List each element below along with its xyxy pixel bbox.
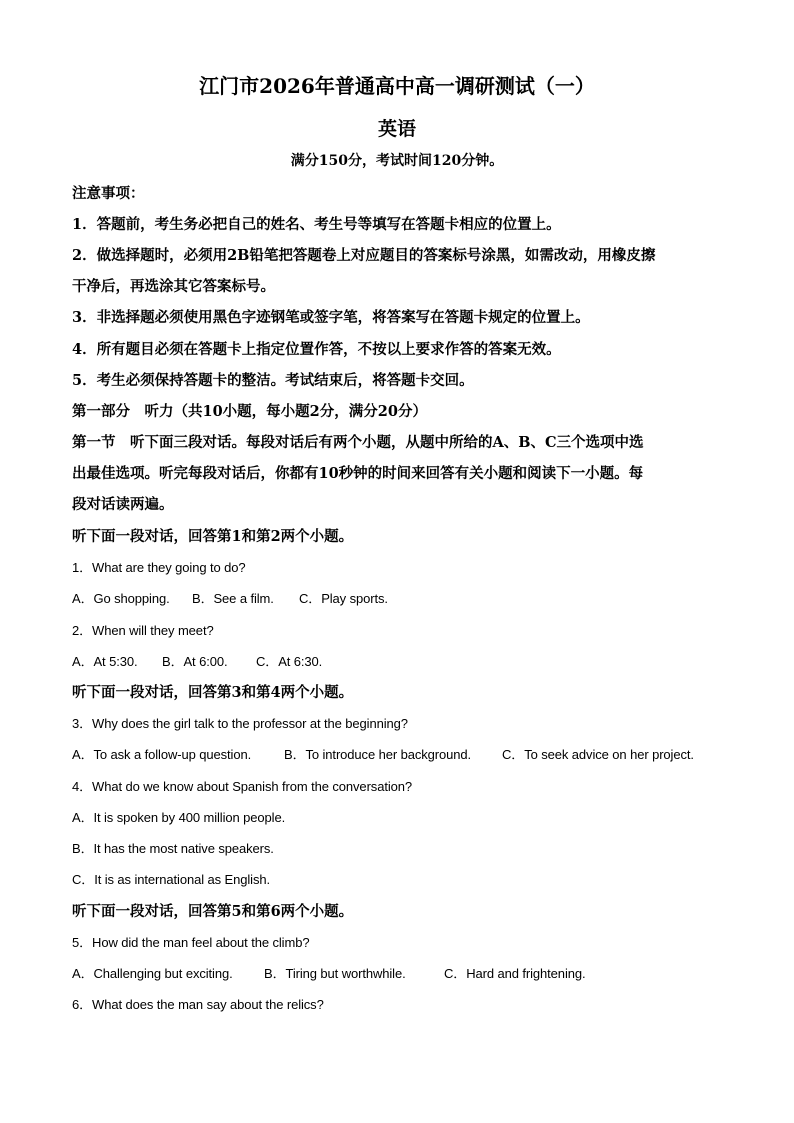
notice-item: 5．考生必须保持答题卡的整洁。考试结束后，将答题卡交回。 (72, 372, 474, 389)
option-b: B．Tiring but worthwhile. (264, 966, 406, 981)
option-b: B．To introduce her background. (284, 747, 472, 762)
option-a: A．At 5:30. (72, 654, 138, 669)
option-c: C．Hard and frightening. (444, 966, 586, 981)
option-c: C．At 6:30. (256, 654, 323, 669)
notice-item: 干净后，再选涂其它答案标号。 (72, 278, 275, 295)
group-instruction: 听下面一段对话，回答第1和第2两个小题。 (72, 528, 354, 545)
exam-title: 江门市2026年普通高中高一调研测试（一） (199, 74, 595, 98)
question-options (72, 963, 586, 982)
question-option: A．It is spoken by 400 million people. (72, 810, 286, 825)
option-c: C．Play sports. (299, 591, 388, 606)
exam-subject: 英语 (377, 118, 416, 140)
section-instruction: 第一节 听下面三段对话。每段对话后有两个小题，从题中所给的A、B、C三个选项中选 (72, 434, 644, 451)
exam-info: 满分150分，考试时间120分钟。 (290, 153, 504, 169)
question-stem: 5．How did the man feel about the climb? (72, 935, 310, 950)
option-a: A．Challenging but exciting. (72, 966, 233, 981)
option-b: B．At 6:00. (162, 654, 228, 669)
section-instruction: 段对话读两遍。 (72, 496, 174, 513)
part1-heading: 第一部分 听力（共10小题，每小题2分，满分20分） (72, 403, 427, 420)
option-b: B．See a film. (192, 591, 274, 606)
question-stem: 1．What are they going to do? (72, 560, 246, 575)
group-instruction: 听下面一段对话，回答第3和第4两个小题。 (72, 684, 354, 701)
notice-item: 2．做选择题时，必须用2B铅笔把答题卷上对应题目的答案标号涂黑，如需改动，用橡皮擦 (72, 247, 656, 264)
notice-item: 1．答题前，考生务必把自己的姓名、考生号等填写在答题卡相应的位置上。 (72, 216, 561, 233)
notice-item: 3．非选择题必须使用黑色字迹钢笔或签字笔，将答案写在答题卡规定的位置上。 (72, 309, 590, 326)
question-stem: 6．What does the man say about the relics? (72, 997, 324, 1012)
section-instruction: 出最佳选项。听完每段对话后，你都有10秒钟的时间来回答有关小题和阅读下一小题。每 (72, 465, 644, 482)
option-c: C．To seek advice on her project. (502, 747, 694, 762)
question-options (72, 651, 323, 670)
option-a: A．To ask a follow-up question. (72, 747, 252, 762)
question-options (72, 744, 694, 763)
notice-heading: 注意事项： (72, 185, 145, 202)
option-a: A．Go shopping. (72, 591, 170, 606)
question-stem: 4．What do we know about Spanish from the conversation? (72, 779, 413, 794)
question-stem: 2．When will they meet? (72, 623, 214, 638)
question-stem: 3．Why does the girl talk to the professor at the beginning? (72, 716, 408, 731)
group-instruction: 听下面一段对话，回答第5和第6两个小题。 (72, 903, 354, 920)
question-options (72, 588, 388, 607)
notice-item: 4．所有题目必须在答题卡上指定位置作答，不按以上要求作答的答案无效。 (72, 341, 561, 358)
question-option: B．It has the most native speakers. (72, 841, 274, 856)
question-option: C．It is as international as English. (72, 872, 270, 887)
